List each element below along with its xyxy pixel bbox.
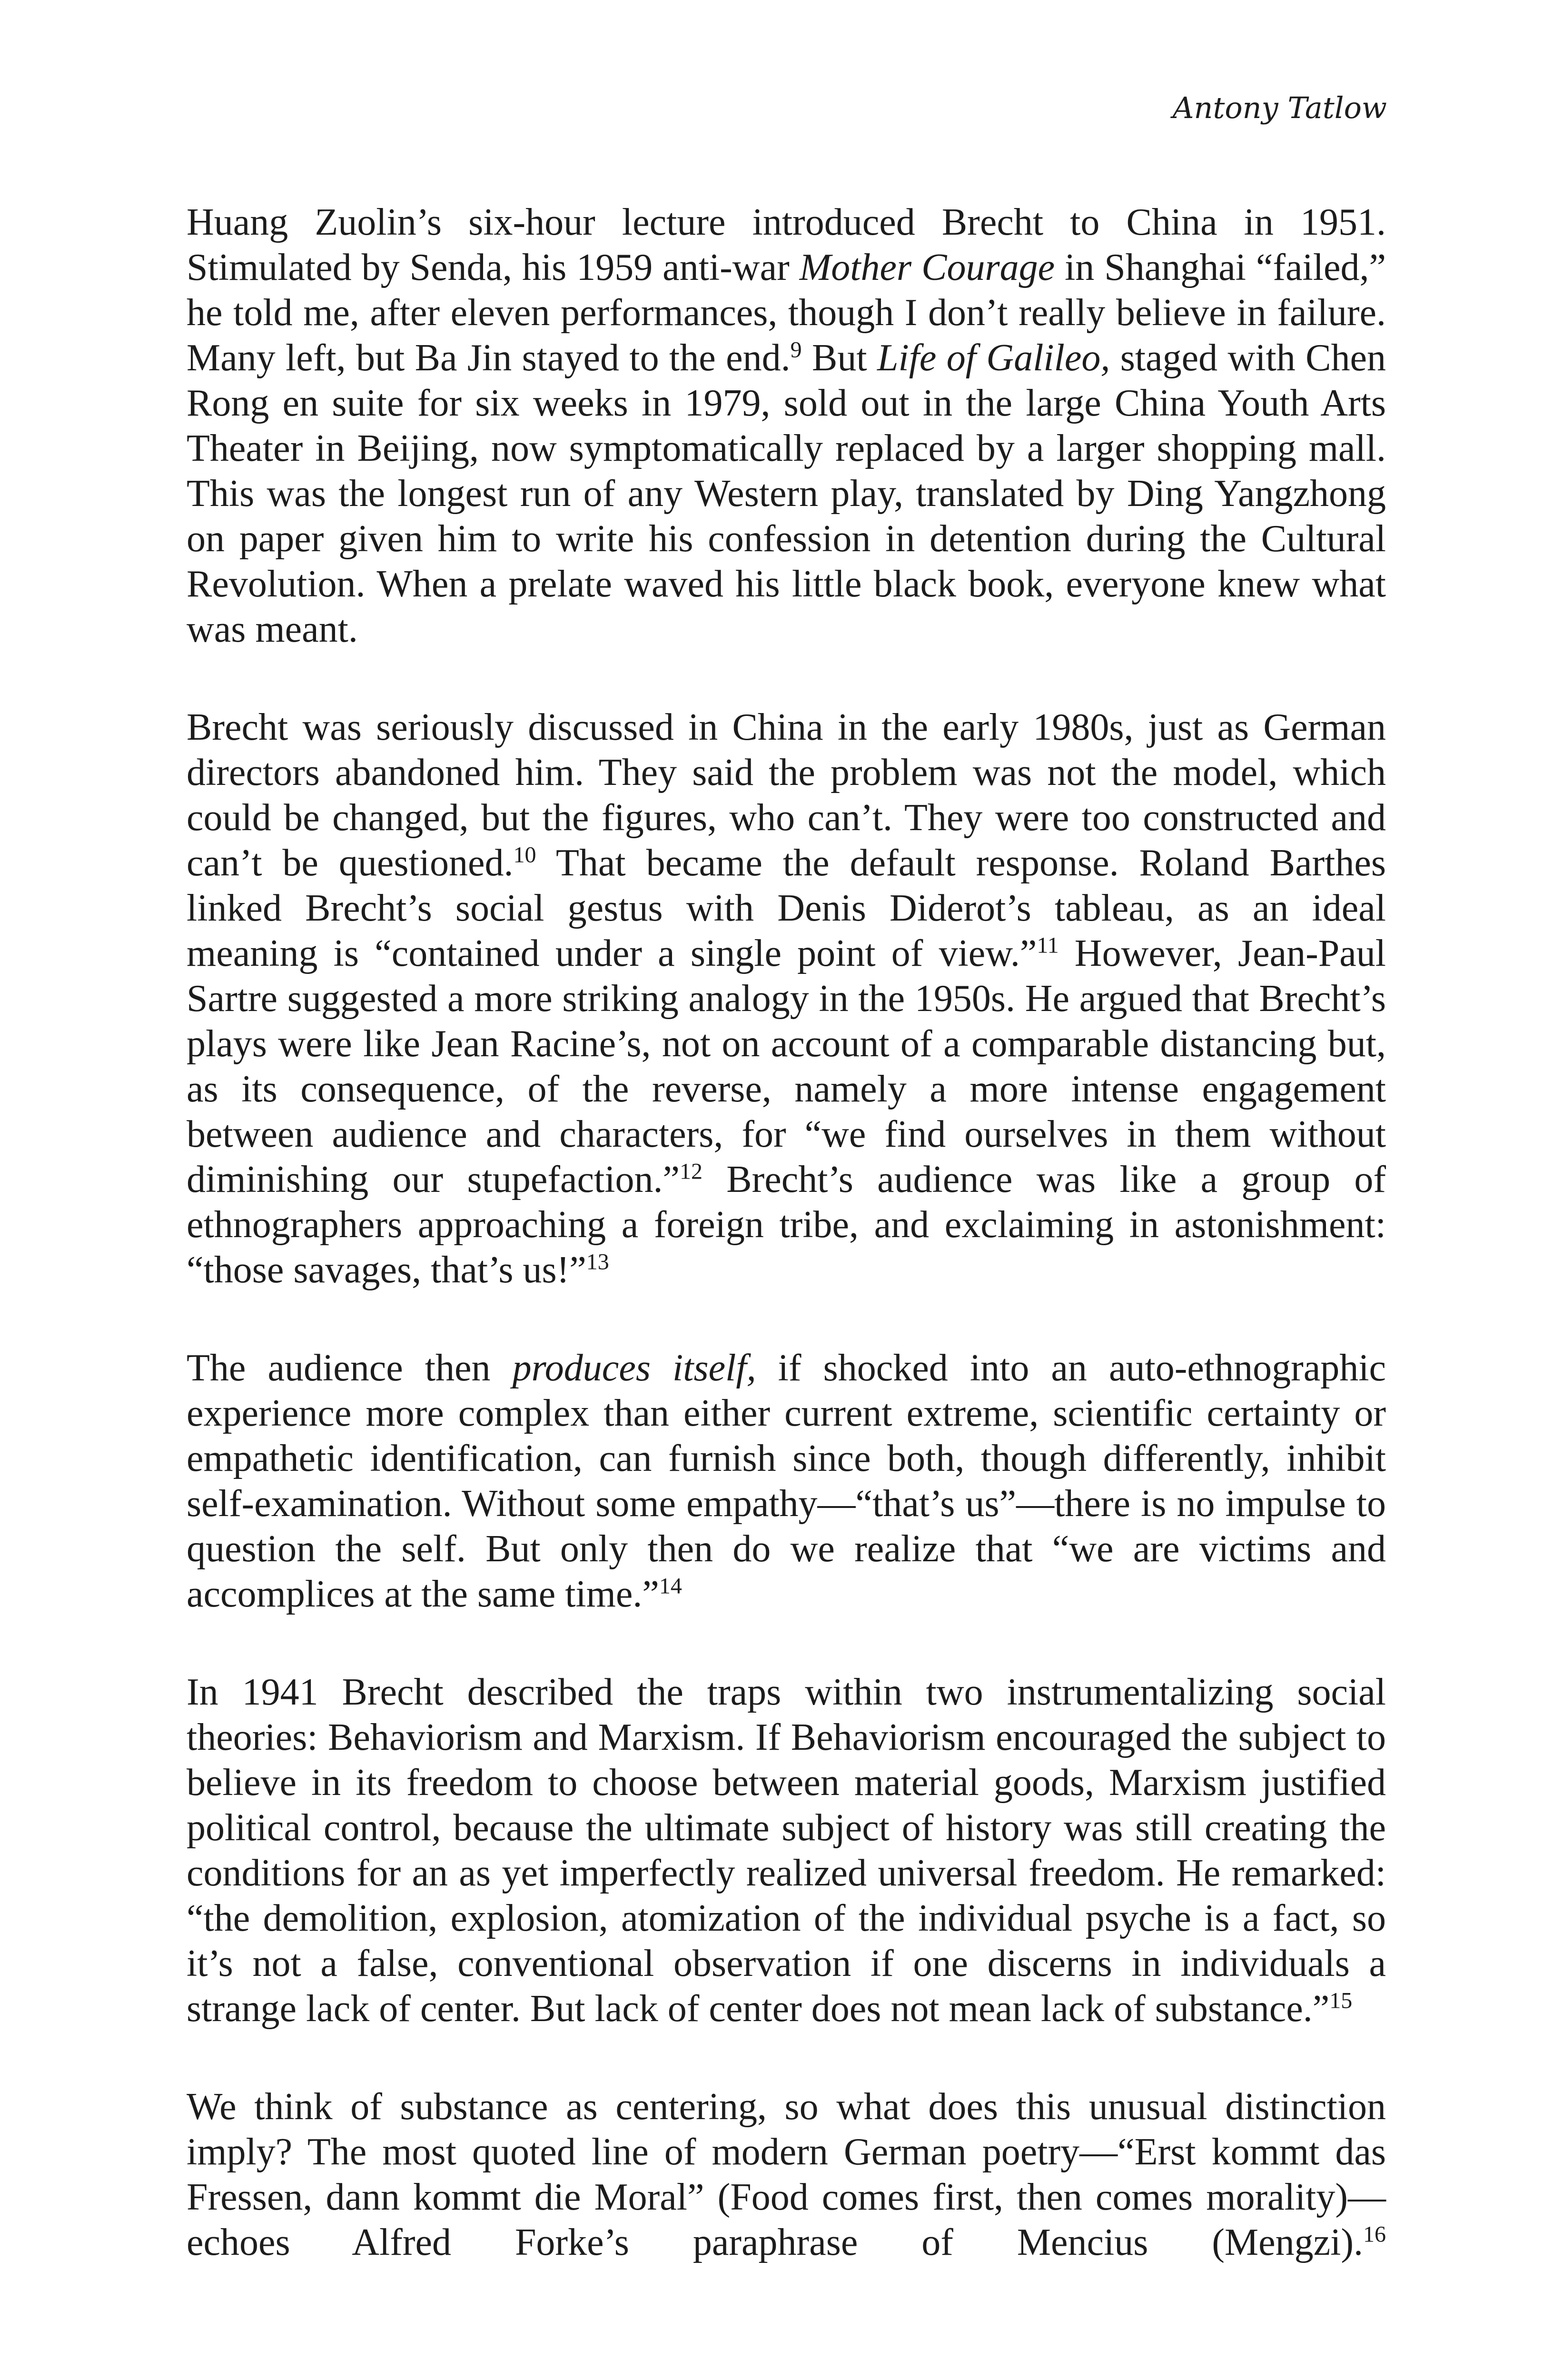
text-run: in Shanghai “failed,” he told me, after eleven performances, though I don’t really believe in failure. Many left, but Ba Jin stayed to the end. <box>187 247 1386 379</box>
footnote-ref: 10 <box>513 842 536 868</box>
running-head: Antony Tatlow <box>1172 90 1387 125</box>
italic-text: Life of Galileo, <box>877 337 1110 379</box>
italic-text: Mother Courage <box>799 247 1055 288</box>
text-run: That became the default response. Roland Barthes linked Brecht’s social gestus with Denis Diderot’s tableau, as an ideal meaning is “contained under a single point of view.” <box>187 842 1386 974</box>
text-run: Brecht was seriously discussed in China in the early 1980s, just as German directors abandoned him. They said the problem was not the model, which could be changed, but the figures, who can’t. They were too constructed and can’t be questioned. <box>187 706 1386 884</box>
text-run: But <box>801 337 877 379</box>
footnote-ref: 16 <box>1363 2221 1386 2247</box>
footnote-ref: 15 <box>1329 1988 1353 2013</box>
body-text <box>187 200 1386 2265</box>
paragraph <box>187 1670 1386 2032</box>
footnote-ref: 9 <box>790 337 802 363</box>
paragraph <box>187 1346 1386 1617</box>
footnote-ref: 12 <box>679 1159 702 1184</box>
text-run: The audience then <box>187 1347 513 1389</box>
text-run: if shocked into an auto-ethnographic experience more complex than either current extreme, scientific certainty or empathetic identification, can furnish since both, though differently, inhibit self-examination. Without some empathy—“that’s us”—there is no impulse to question the self. But only then do we realize that “we are victims and accomplices at the same time.” <box>187 1347 1386 1615</box>
footnote-ref: 11 <box>1037 932 1059 958</box>
italic-text: produces itself, <box>512 1347 756 1389</box>
text-run: In 1941 Brecht described the traps within two instrumentalizing social theories: Behaviorism and Marxism. If Behaviorism encouraged the subject to believe in its freedom to choose between material goods, Marxism justified political control, because the ultimate subject of history was still creating the conditions for an as yet imperfectly realized universal freedom. He remarked: “the demolition, explosion, atomization of the individual psyche is a fact, so it’s not a false, conventional observation if one discerns in individuals a strange lack of center. But lack of center does not mean lack of substance.” <box>187 1671 1386 2030</box>
text-run: We think of substance as centering, so what does this unusual distinction imply? The most quoted line of modern German poetry—“Erst kommt das Fressen, dann kommt die Moral” (Food comes first, then comes morality)—echoes Alfred Forke’s paraphrase of Mencius (Mengzi). <box>187 2086 1386 2263</box>
paragraph <box>187 2084 1386 2265</box>
text-run: Brecht’s audience was like a group of ethnographers approaching a foreign tribe, and exclaiming in astonishment: “those savages, that’s us!” <box>187 1159 1386 1291</box>
paragraph <box>187 200 1386 652</box>
text-run: However, Jean-Paul Sartre suggested a more striking analogy in the 1950s. He argued that Brecht’s plays were like Jean Racine’s, not on account of a comparable distancing but, as its consequence, of the reverse, namely a more intense engagement between audience and characters, for “we find ourselves in them without diminishing our stupefaction.” <box>187 932 1386 1200</box>
footnote-ref: 14 <box>659 1573 682 1599</box>
footnote-ref: 13 <box>586 1249 609 1275</box>
text-run: Huang Zuolin’s six-hour lecture introduced Brecht to China in 1951. Stimulated by Senda, his 1959 anti-war <box>187 201 1386 288</box>
text-run: staged with Chen Rong en suite for six weeks in 1979, sold out in the large China Youth Arts Theater in Beijing, now symptomatically replaced by a larger shopping mall. This was the longest run of any Western play, translated by Ding Yangzhong on paper given him to write his confession in detention during the Cultural Revolution. When a prelate waved his little black book, everyone knew what was meant. <box>187 337 1386 650</box>
paragraph <box>187 705 1386 1293</box>
